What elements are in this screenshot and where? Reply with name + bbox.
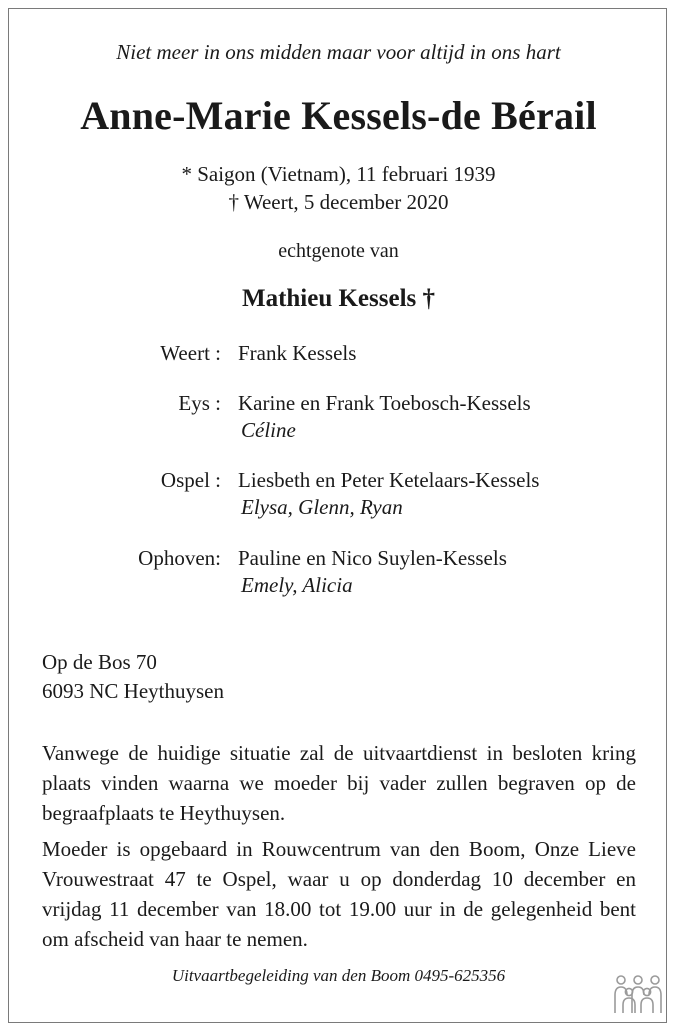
undertaker-footer: Uitvaartbegeleiding van den Boom 0495-625356 <box>171 966 506 985</box>
birth-line: * Saigon (Vietnam), 11 februari 1939 <box>181 162 496 186</box>
deceased-name: Anne-Marie Kessels-de Bérail <box>80 93 597 138</box>
address-street: Op de Bos 70 <box>42 650 157 674</box>
death-line: † Weert, 5 december 2020 <box>228 190 449 214</box>
family-row <box>0 340 677 367</box>
family-people-icon <box>612 973 664 1017</box>
family-row <box>0 467 677 521</box>
family-children: Elysa, Glenn, Ryan <box>241 495 403 519</box>
funeral-paragraph: Vanwege de huidige situatie zal de uitvaartdienst in besloten kring plaats vinden waarna we moeder bij vader zullen begraven op de begraafplaats te Heythuysen. <box>42 741 636 825</box>
family-row <box>0 390 677 444</box>
family-names: Karine en Frank Toebosch-Kessels <box>238 391 531 415</box>
family-children: Céline <box>241 418 296 442</box>
motto: Niet meer in ons midden maar voor altijd in ons hart <box>116 40 561 64</box>
address-city: 6093 NC Heythuysen <box>42 679 224 703</box>
family-place: Ophoven: <box>138 546 221 570</box>
family-children: Emely, Alicia <box>241 573 353 597</box>
viewing-paragraph: Moeder is opgebaard in Rouwcentrum van den Boom, Onze Lieve Vrouwestraat 47 te Ospel, waar u op donderdag 10 december en vrijdag 11 december van 18.00 tot 19.00 uur in de gelegenheid bent om afscheid van haar te nemen. <box>42 837 636 951</box>
family-names: Liesbeth en Peter Ketelaars-Kessels <box>238 468 540 492</box>
family-place: Eys : <box>178 391 221 415</box>
family-names: Pauline en Nico Suylen-Kessels <box>238 546 507 570</box>
family-row <box>0 545 677 599</box>
spouse-name: Mathieu Kessels † <box>241 285 436 312</box>
spouse-label: echtgenote van <box>278 240 399 262</box>
life-dates <box>0 160 677 216</box>
family-place: Weert : <box>160 341 221 365</box>
home-address <box>42 648 224 706</box>
family-place: Ospel : <box>160 468 221 492</box>
family-names: Frank Kessels <box>238 341 357 365</box>
